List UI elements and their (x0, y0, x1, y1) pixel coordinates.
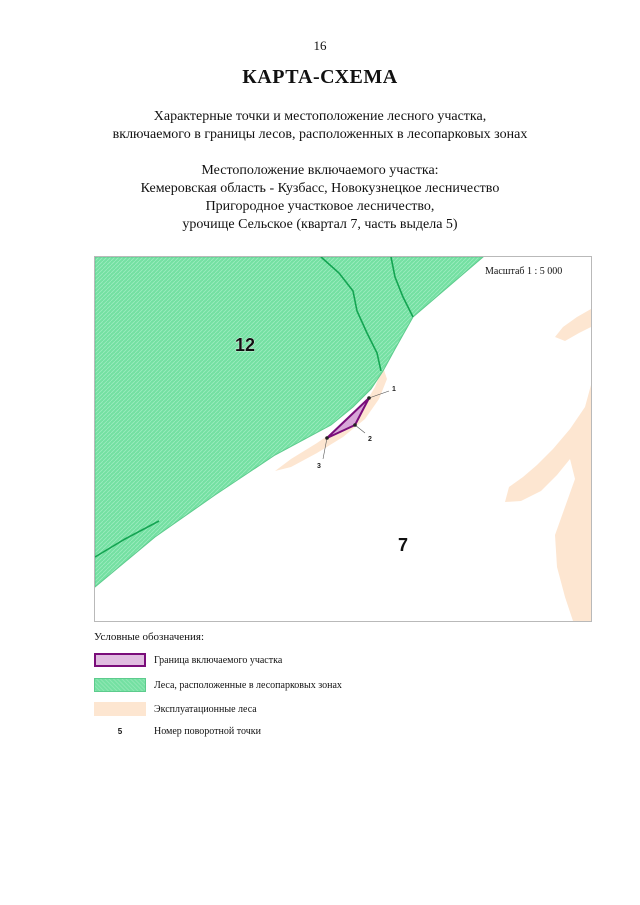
location-line: Пригородное участковое лесничество, (205, 199, 435, 214)
page-title: КАРТА-СХЕМА (242, 66, 398, 88)
map[interactable] (94, 256, 592, 622)
subtitle (40, 108, 600, 144)
forest-swatch (94, 678, 146, 692)
leader-line-2 (355, 425, 365, 433)
turning-point-3-label: 3 (317, 463, 321, 470)
legend-item-exploitation (94, 701, 257, 717)
map-canvas (95, 257, 591, 621)
legend-label: Эксплуатационные леса (154, 703, 257, 715)
legend-label: Граница включаемого участка (154, 654, 283, 666)
quarter-label-12: 12 (235, 335, 256, 355)
legend-label: Номер поворотной точки (154, 725, 261, 737)
turning-point-1-marker[interactable] (367, 396, 371, 400)
turning-point-2-label: 2 (368, 436, 372, 443)
quarter-label-7: 7 (398, 535, 409, 555)
exploitation-swatch (94, 702, 146, 716)
forest-quarter-12 (95, 257, 483, 587)
exploitation-area-top-right (555, 309, 591, 341)
legend-item-turning-point (94, 723, 261, 739)
legend-title: Условные обозначения: (94, 631, 205, 643)
legend-item-forest (94, 677, 342, 693)
boundary-swatch (94, 653, 146, 667)
legend-label: Леса, расположенные в лесопарковых зонах (154, 679, 342, 691)
subtitle-line: включаемого в границы лесов, расположенных в лесопарковых зонах (112, 127, 528, 142)
location-block (40, 162, 600, 234)
location-line: Местоположение включаемого участка: (201, 163, 439, 178)
turning-point-symbol: 5 (117, 726, 123, 736)
subtitle-line: Характерные точки и местоположение лесного участка, (153, 109, 487, 124)
turning-point-3-marker[interactable] (325, 436, 329, 440)
exploitation-area-right (505, 385, 591, 621)
legend-item-boundary (94, 652, 282, 668)
map-scale: Масштаб 1 : 5 000 (485, 266, 563, 277)
turning-point-1-label: 1 (392, 386, 396, 393)
location-line: урочище Сельское (квартал 7, часть выдела 5) (182, 217, 458, 232)
page-number: 16 (313, 38, 327, 53)
turning-point-2-marker[interactable] (353, 423, 357, 427)
location-line: Кемеровская область - Кузбасс, Новокузнецкое лесничество (140, 181, 500, 196)
